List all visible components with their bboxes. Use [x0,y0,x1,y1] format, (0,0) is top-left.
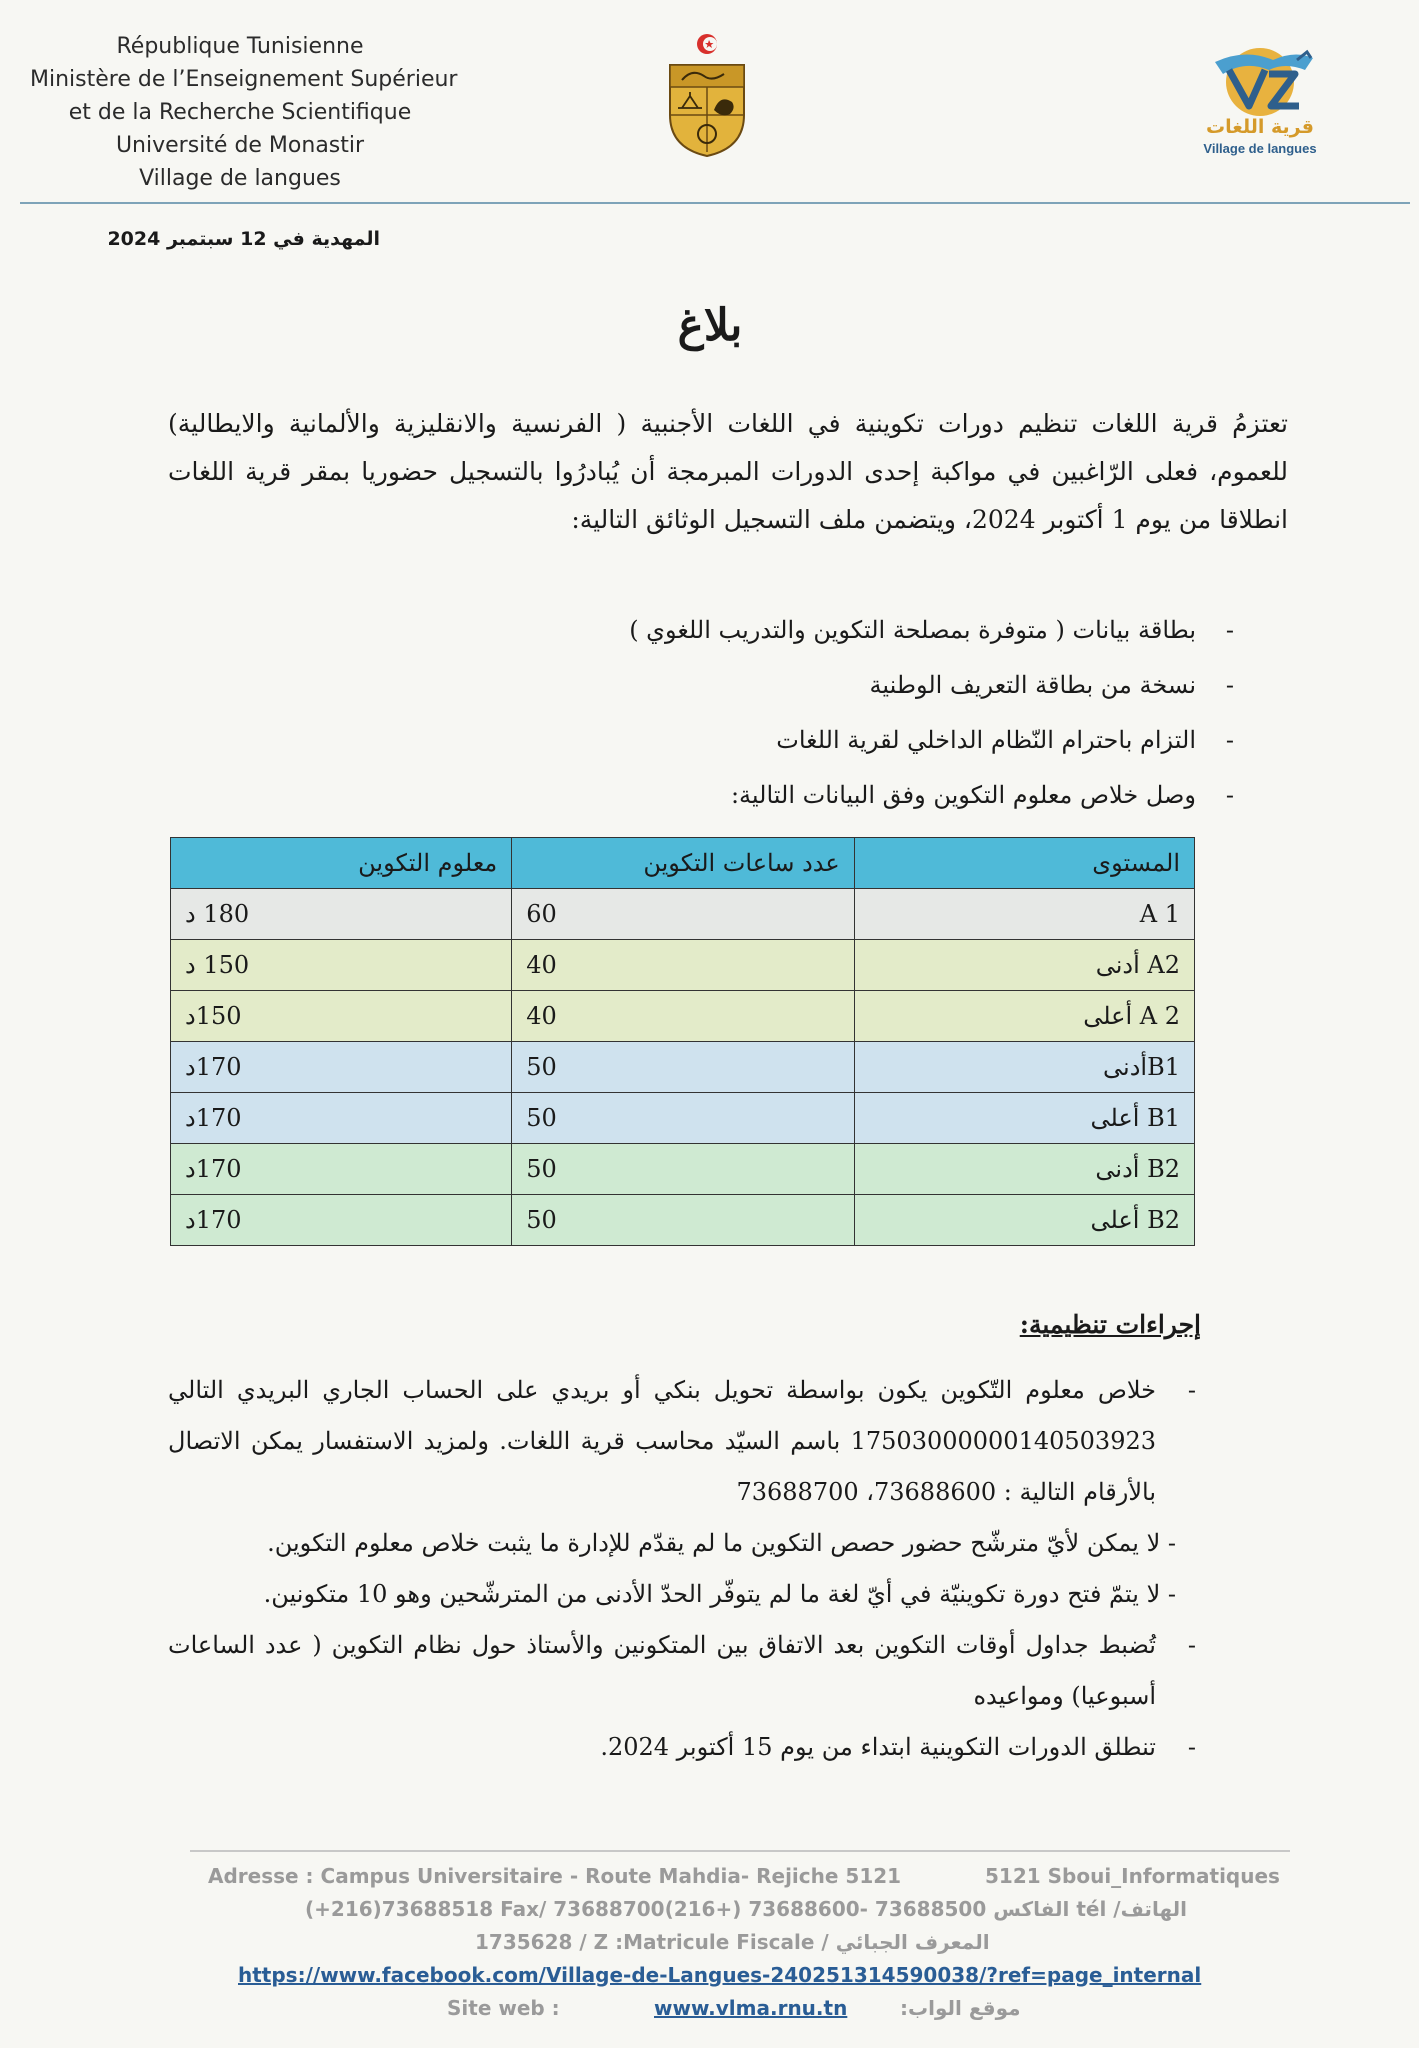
table-row [171,889,1195,940]
tunisia-emblem-icon [662,30,752,160]
institution-block [30,30,458,195]
cell-hours: 40 [512,991,854,1042]
procedures-title: إجراءات تنظيمية: [1019,1310,1201,1339]
cell-hours: 50 [512,1195,854,1246]
cell-fee: 150د [171,991,512,1042]
required-documents-list [184,603,1234,823]
site-web-label: Site web : [447,1996,560,2020]
cell-fee: 180 د [171,889,512,940]
institution-line: et de la Recherche Scientifique [68,100,412,125]
procedure-item: - تُضبط جداول أوقات التكوين بعد الاتفاق بين المتكونين والأستاذ حول نظام التكوين ( عدد الساعات أسبوعيا) ومواعيده [168,1620,1196,1722]
header-level: المستوى [854,838,1194,889]
cell-hours: 50 [512,1144,854,1195]
footer-phone: (+216)73688518 Fax/ الفاكس 73688500 -73688600 (+216)73688700 tél /الهاتف [305,1897,1188,1921]
list-item: - التزام باحترام النّظام الداخلي لقرية اللغات [184,713,1234,768]
header-divider [20,202,1410,204]
cell-level: A 1 [854,889,1194,940]
cell-level: B2 أعلى [854,1195,1194,1246]
institution-line: Village de langues [139,166,341,191]
table-row [171,1144,1195,1195]
cell-hours: 40 [512,940,854,991]
fees-table [170,837,1195,1246]
list-item: - نسخة من بطاقة التعريف الوطنية [184,658,1234,713]
cell-fee: 170د [171,1042,512,1093]
cell-level: A2 أدنى [854,940,1194,991]
institution-line: République Tunisienne [116,34,364,59]
table-row [171,1195,1195,1246]
procedure-item: - لا يتمّ فتح دورة تكوينيّة في أيّ لغة ما لم يتوفّر الحدّ الأدنى من المترشّحين وهو 10 متكونين. [263,1580,1176,1608]
institution-line: Ministère de l’Enseignement Supérieur [30,67,458,92]
facebook-link[interactable]: https://www.facebook.com/Village-de-Langues-240251314590038/?ref=page_internal [238,1963,1202,1987]
cell-hours: 50 [512,1042,854,1093]
procedure-item: - خلاص معلوم التّكوين يكون بواسطة تحويل بنكي أو بريدي على الحساب الجاري البريدي التالي 17503000000140503923 باسم السيّد محاسب قرية اللغات. ولمزيد الاستفسار يمكن الاتصال بالأرقام التالية : 73688600، 73688700 [168,1365,1196,1518]
procedure-item: - لا يمكن لأيّ مترشّح حضور حصص التكوين ما لم يقدّم للإدارة ما يثبت خلاص معلوم التكوين. [267,1529,1176,1557]
header-hours: عدد ساعات التكوين [512,838,854,889]
procedure-item: - تنطلق الدورات التكوينية ابتداء من يوم 15 أكتوبر 2024. [168,1722,1196,1773]
footer-address: Adresse : Campus Universitaire - Route Mahdia- Rejiche 5121 [208,1864,902,1888]
cell-fee: 170د [171,1195,512,1246]
cell-fee: 150 د [171,940,512,991]
cell-level: B1 أعلى [854,1093,1194,1144]
cell-hours: 50 [512,1093,854,1144]
footer-sboui: 5121 Sboui_Informatiques [985,1864,1280,1888]
header-fee: معلوم التكوين [171,838,512,889]
cell-hours: 60 [512,889,854,940]
footer-divider [190,1850,1290,1852]
cell-level: B1أدنى [854,1042,1194,1093]
table-row [171,991,1195,1042]
cell-level: A 2 أعلى [854,991,1194,1042]
site-web-link[interactable]: www.vlma.rnu.tn [654,1996,848,2020]
logo-french-text: Village de langues [1203,141,1317,156]
list-item: - بطاقة بيانات ( متوفرة بمصلحة التكوين والتدريب اللغوي ) [184,603,1234,658]
document-date: المهدية في 12 سبتمبر 2024 [107,228,380,250]
list-item: - وصل خلاص معلوم التكوين وفق البيانات التالية: [184,768,1234,823]
table-row [171,1042,1195,1093]
site-web-label-ar: موقع الواب: [900,1996,1021,2020]
cell-fee: 170د [171,1144,512,1195]
fees-table-body [171,889,1195,1246]
institution-line: Université de Monastir [115,133,365,158]
cell-fee: 170د [171,1093,512,1144]
footer-matricule: 1735628 / Z :Matricule Fiscale / المعرف الجبائي [475,1930,990,1954]
table-row [171,940,1195,991]
document-title: بلاغ [677,300,743,351]
procedures-section [168,1365,1196,1773]
table-row [171,1093,1195,1144]
logo-arabic-text: قرية اللغات [1206,116,1314,138]
intro-paragraph: تعتزمُ قرية اللغات تنظيم دورات تكوينية في اللغات الأجنبية ( الفرنسية والانقليزية والألمانية والايطالية) للعموم، فعلى الرّاغبين في مواكبة إحدى الدورات المبرمجة أن يُبادرُوا بالتسجيل حضوريا بمقر قرية اللغات انطلاقا من يوم 1 أكتوبر 2024، ويتضمن ملف التسجيل الوثائق التالية: [168,409,1289,534]
cell-level: B2 أدنى [854,1144,1194,1195]
table-header-row [171,838,1195,889]
